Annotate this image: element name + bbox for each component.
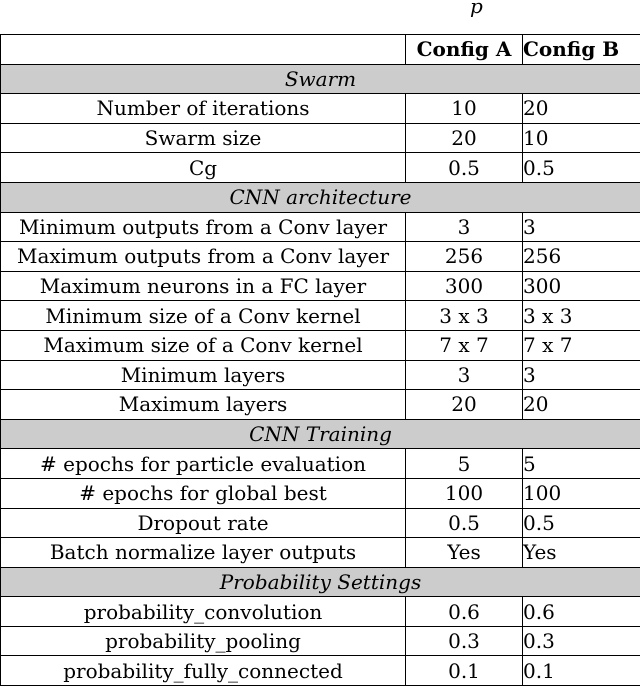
- config-a-value-cell: 3: [406, 360, 523, 390]
- parameter-name-cell: probability_convolution: [1, 597, 406, 627]
- config-b-value-cell: 3: [523, 360, 640, 390]
- config-a-value-cell: 20: [406, 390, 523, 420]
- config-b-value-cell: 256: [523, 242, 640, 272]
- table-row: [1, 508, 640, 538]
- parameter-name-cell: Minimum layers: [1, 360, 406, 390]
- table-row: [1, 360, 640, 390]
- table-row: [1, 597, 640, 627]
- parameter-name-cell: Number of iterations: [1, 94, 406, 124]
- header-config-b: Config B: [523, 35, 640, 65]
- config-a-value-cell: 3 x 3: [406, 301, 523, 331]
- table-row: [1, 626, 640, 656]
- section-title: Probability Settings: [1, 567, 640, 597]
- config-b-value-cell: Yes: [523, 538, 640, 568]
- table-row: [1, 330, 640, 360]
- table-row: [1, 478, 640, 508]
- config-a-value-cell: 10: [406, 94, 523, 124]
- section-row: [1, 182, 640, 212]
- config-b-value-cell: 0.5: [523, 153, 640, 183]
- section-row: [1, 567, 640, 597]
- table-row: [1, 153, 640, 183]
- parameter-name-cell: Cg: [1, 153, 406, 183]
- parameter-name-cell: Swarm size: [1, 123, 406, 153]
- config-b-value-cell: 0.5: [523, 508, 640, 538]
- parameter-name-cell: Maximum outputs from a Conv layer: [1, 242, 406, 272]
- parameter-name-cell: # epochs for global best: [1, 478, 406, 508]
- section-title: Swarm: [1, 64, 640, 94]
- parameter-name-cell: # epochs for particle evaluation: [1, 449, 406, 479]
- table-row: [1, 390, 640, 420]
- parameter-name-cell: Batch normalize layer outputs: [1, 538, 406, 568]
- parameter-name-cell: Minimum outputs from a Conv layer: [1, 212, 406, 242]
- table-row: [1, 94, 640, 124]
- config-a-value-cell: 7 x 7: [406, 330, 523, 360]
- parameter-name-cell: Maximum neurons in a FC layer: [1, 271, 406, 301]
- config-a-value-cell: 0.5: [406, 153, 523, 183]
- parameter-name-cell: Dropout rate: [1, 508, 406, 538]
- config-b-value-cell: 7 x 7: [523, 330, 640, 360]
- section-title: CNN Training: [1, 419, 640, 449]
- config-b-value-cell: 20: [523, 94, 640, 124]
- config-a-value-cell: Yes: [406, 538, 523, 568]
- config-b-value-cell: 5: [523, 449, 640, 479]
- config-b-value-cell: 0.1: [523, 656, 640, 686]
- table-body: [1, 64, 640, 685]
- config-a-value-cell: 300: [406, 271, 523, 301]
- config-b-value-cell: 10: [523, 123, 640, 153]
- config-b-value-cell: 3: [523, 212, 640, 242]
- table-row: [1, 301, 640, 331]
- config-a-value-cell: 5: [406, 449, 523, 479]
- table-row: [1, 538, 640, 568]
- section-row: [1, 64, 640, 94]
- config-a-value-cell: 256: [406, 242, 523, 272]
- config-b-value-cell: 100: [523, 478, 640, 508]
- config-a-value-cell: 3: [406, 212, 523, 242]
- config-a-value-cell: 0.3: [406, 626, 523, 656]
- config-a-value-cell: 0.5: [406, 508, 523, 538]
- config-b-value-cell: 0.3: [523, 626, 640, 656]
- parameter-name-cell: probability_fully_connected: [1, 656, 406, 686]
- config-b-value-cell: 20: [523, 390, 640, 420]
- section-row: [1, 419, 640, 449]
- parameter-name-cell: Maximum layers: [1, 390, 406, 420]
- parameters-table: [0, 34, 640, 686]
- parameter-name-cell: Maximum size of a Conv kernel: [1, 330, 406, 360]
- header-config-a: Config A: [406, 35, 523, 65]
- config-a-value-cell: 0.1: [406, 656, 523, 686]
- table-row: [1, 656, 640, 686]
- parameter-name-cell: probability_pooling: [1, 626, 406, 656]
- config-a-value-cell: 0.6: [406, 597, 523, 627]
- section-title: CNN architecture: [1, 182, 640, 212]
- config-a-value-cell: 100: [406, 478, 523, 508]
- header-row: [1, 35, 640, 65]
- caption-fragment: p: [470, 0, 483, 18]
- table-row: [1, 449, 640, 479]
- table-row: [1, 123, 640, 153]
- config-b-value-cell: 0.6: [523, 597, 640, 627]
- config-b-value-cell: 300: [523, 271, 640, 301]
- config-b-value-cell: 3 x 3: [523, 301, 640, 331]
- table-row: [1, 271, 640, 301]
- table-row: [1, 212, 640, 242]
- table-row: [1, 242, 640, 272]
- config-a-value-cell: 20: [406, 123, 523, 153]
- parameter-name-cell: Minimum size of a Conv kernel: [1, 301, 406, 331]
- header-blank-cell: [1, 35, 406, 65]
